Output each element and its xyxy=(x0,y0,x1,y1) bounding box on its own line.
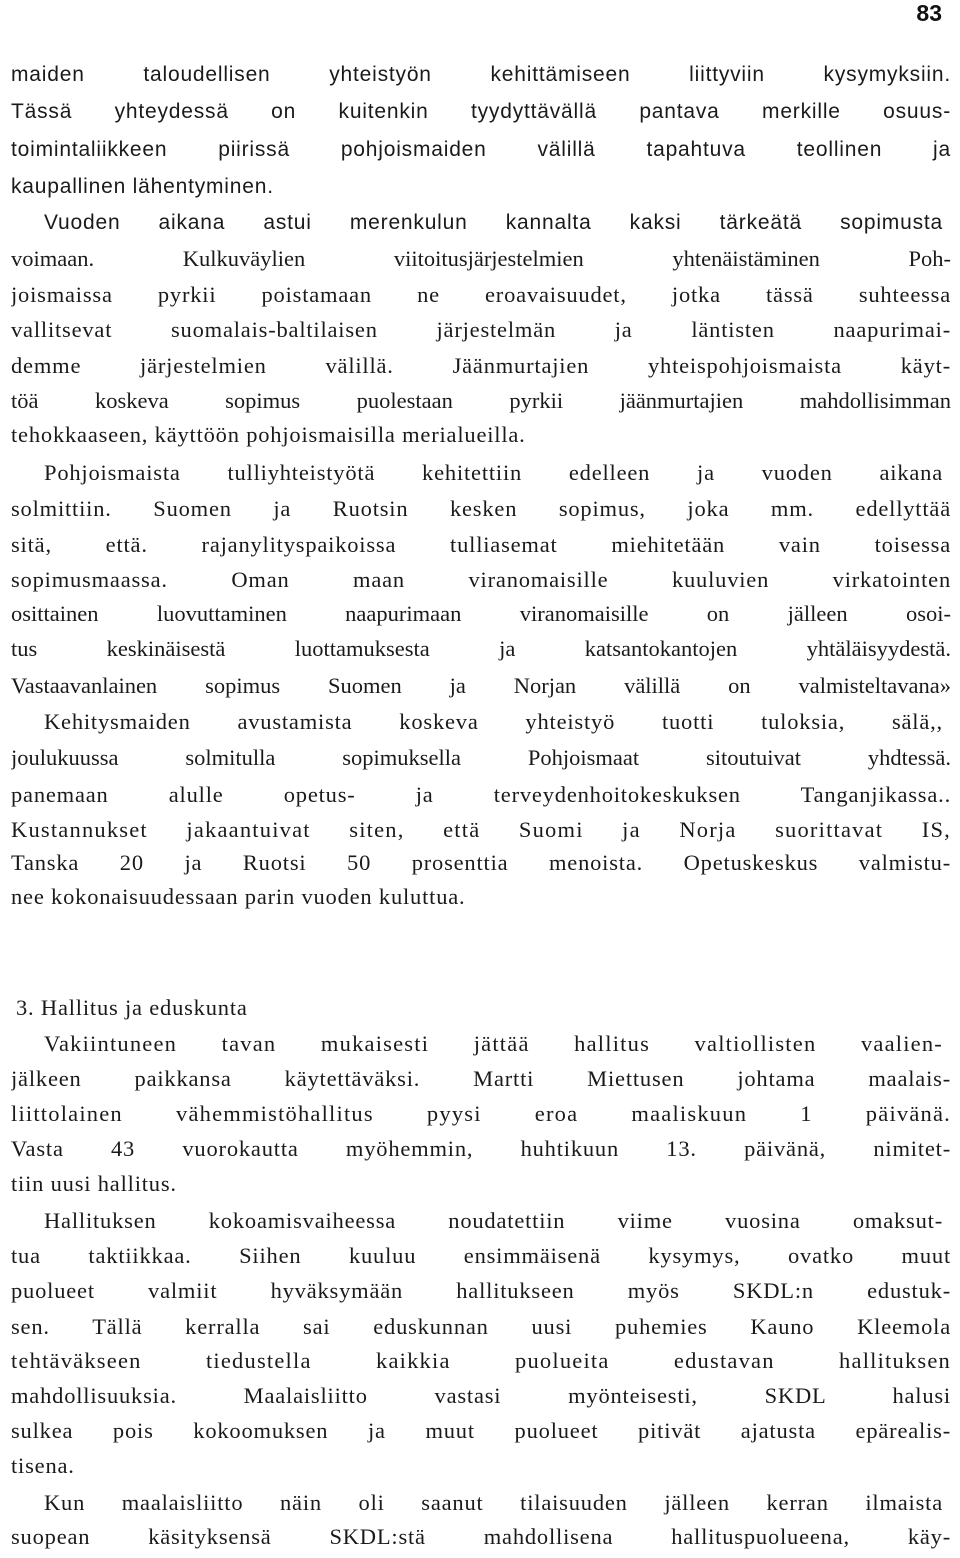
text-line: tisena. xyxy=(11,1453,75,1478)
text-line: suopean käsityksensä SKDL:stä mahdollisena hallituspuolueena, käy- xyxy=(11,1524,951,1549)
text-line: tus keskinäisestä luottamuksesta ja katsantokantojen yhtäläisyydestä. xyxy=(11,636,951,661)
text-line: töä koskeva sopimus puolestaan pyrkii jäänmurtajien mahdollisimman xyxy=(11,388,951,413)
text-line: maiden taloudellisen yhteistyön kehittämiseen liittyviin kysymyksiin. xyxy=(11,63,951,86)
text-line: Kun maalaisliitto näin oli saanut tilaisuuden jälleen kerran ilmaista xyxy=(44,1490,943,1515)
text-line: Tanska 20 ja Ruotsi 50 prosenttia menoista. Opetuskeskus valmistu- xyxy=(11,850,951,875)
text-line: Tässä yhteydessä on kuitenkin tyydyttävällä pantava merkille osuus- xyxy=(11,100,951,123)
text-line: osittainen luovuttaminen naapurimaan viranomaisille on jälleen osoi- xyxy=(11,601,951,626)
text-line: panemaan alulle opetus- ja terveydenhoitokeskuksen Tanganjikassa.. xyxy=(11,782,951,807)
text-line: jälkeen paikkansa käytettäväksi. Martti Miettusen johtama maalais- xyxy=(11,1066,951,1091)
text-line: sulkea pois kokoomuksen ja muut puolueet pitivät ajatusta epärealis- xyxy=(11,1418,951,1443)
text-line: Kustannukset jakaantuivat siten, että Suomi ja Norja suorittavat IS, xyxy=(11,817,951,842)
text-line: solmittiin. Suomen ja Ruotsin kesken sopimus, joka mm. edellyttää xyxy=(11,496,951,521)
text-line: liittolainen vähemmistöhallitus pyysi eroa maaliskuun 1 päivänä. xyxy=(11,1101,951,1126)
text-line: nee kokonaisuudessaan parin vuoden kuluttua. xyxy=(11,884,466,909)
text-line: voimaan. Kulkuväylien viitoitusjärjestelmien yhtenäistäminen Poh- xyxy=(11,246,951,271)
text-line: joulukuussa solmitulla sopimuksella Pohjoismaat sitoutuivat yhdtessä. xyxy=(11,745,951,770)
page-number: 83 xyxy=(916,0,942,26)
text-line: sopimusmaassa. Oman maan viranomaisille kuuluvien virkatointen xyxy=(11,567,951,592)
text-line: Vastaavanlainen sopimus Suomen ja Norjan välillä on valmisteltavana» xyxy=(11,673,951,698)
text-line: Vakiintuneen tavan mukaisesti jättää hallitus valtiollisten vaalien- xyxy=(44,1031,943,1056)
text-line: demme järjestelmien välillä. Jäänmurtajien yhteispohjoismaista käyt- xyxy=(11,353,951,378)
text-line: tiin uusi hallitus. xyxy=(11,1171,177,1196)
text-line: sitä, että. rajanylityspaikoissa tulliasemat miehitetään vain toisessa xyxy=(11,532,951,557)
text-line: tua taktiikkaa. Siihen kuuluu ensimmäisenä kysymys, ovatko muut xyxy=(11,1243,951,1268)
section-heading: 3. Hallitus ja eduskunta xyxy=(16,995,248,1020)
text-line: Hallituksen kokoamisvaiheessa noudatettiin viime vuosina omaksut- xyxy=(44,1208,943,1233)
text-line: tehokkaaseen, käyttöön pohjoismaisilla merialueilla. xyxy=(11,422,526,447)
text-line: joismaissa pyrkii poistamaan ne eroavaisuudet, jotka tässä suhteessa xyxy=(11,282,951,307)
text-line: puolueet valmiit hyväksymään hallitukseen myös SKDL:n edustuk- xyxy=(11,1278,951,1303)
text-line: vallitsevat suomalais-baltilaisen järjestelmän ja läntisten naapurimai- xyxy=(11,317,951,342)
text-line: Kehitysmaiden avustamista koskeva yhteistyö tuotti tuloksia, sälä,, xyxy=(44,709,943,734)
text-line: sen. Tällä kerralla sai eduskunnan uusi puhemies Kauno Kleemola xyxy=(11,1314,951,1339)
text-line: toimintaliikkeen piirissä pohjoismaiden välillä tapahtuva teollinen ja xyxy=(11,138,951,161)
text-line: kaupallinen lähentyminen. xyxy=(11,175,274,198)
text-line: Vasta 43 vuorokautta myöhemmin, huhtikuun 13. päivänä, nimitet- xyxy=(11,1136,951,1161)
text-line: Vuoden aikana astui merenkulun kannalta kaksi tärkeätä sopimusta xyxy=(44,211,943,234)
text-line: tehtäväkseen tiedustella kaikkia puolueita edustavan hallituksen xyxy=(11,1348,951,1373)
text-line: mahdollisuuksia. Maalaisliitto vastasi myönteisesti, SKDL halusi xyxy=(11,1383,951,1408)
text-line: Pohjoismaista tulliyhteistyötä kehitettiin edelleen ja vuoden aikana xyxy=(44,460,943,485)
